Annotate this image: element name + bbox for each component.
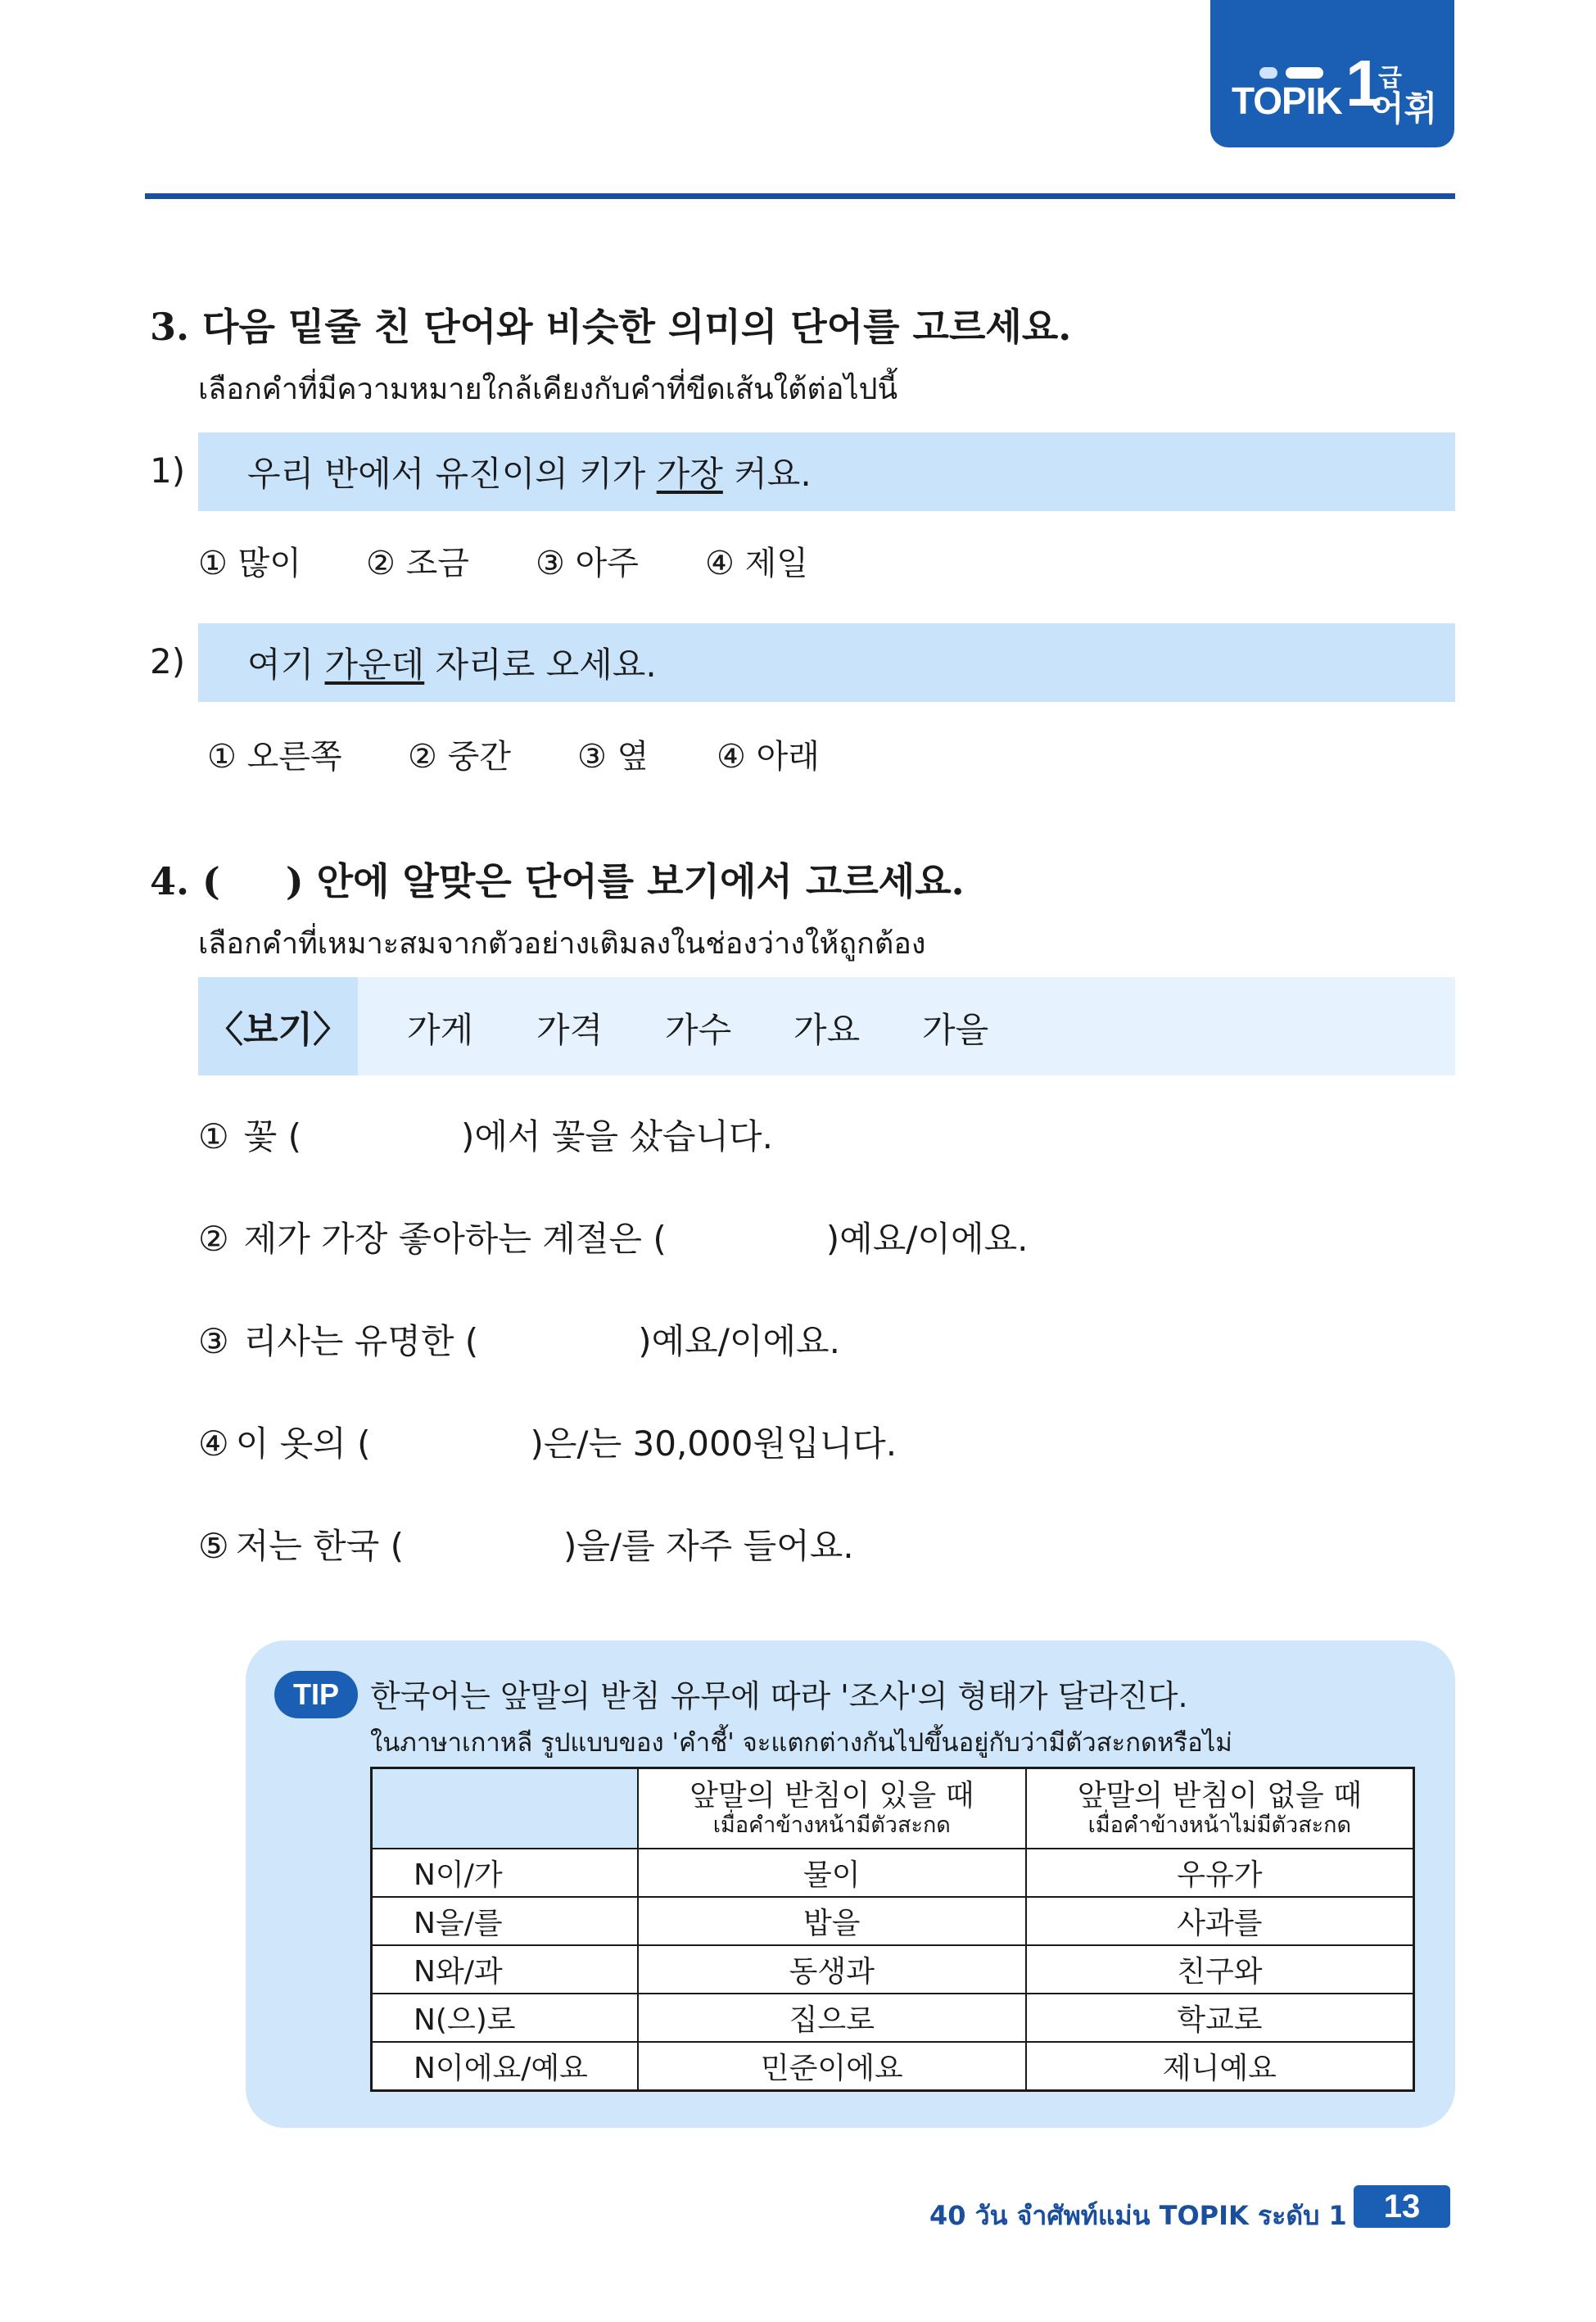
section-3-title: 3. 다음 밑줄 친 단어와 비슷한 의미의 단어를 고르세요. [150,305,1072,349]
section-4-subtitle: เลือกคำที่เหมาะสมจากตัวอย่างเติมลงในช่องว่างให้ถูกต้อง [198,927,926,961]
question-2-bar [198,623,1455,702]
bogi-word: 가격 [536,1010,604,1050]
badge-level: 1 [1345,47,1382,120]
option[interactable]: ① 오른쪽 [207,738,342,776]
particle-table [370,1767,1415,2092]
table-row [372,1994,1414,2042]
example-without-batchim: 친구와 [1026,1945,1414,1994]
example-without-batchim: 사과를 [1026,1897,1414,1945]
fill-item-5: ⑤ 저는 한국 ( )을/를 자주 들어요. [198,1526,854,1566]
question-1-text: 우리 반에서 유진이의 키가 가장 커요. [247,454,812,494]
option[interactable]: ① 많이 [198,545,301,582]
example-with-batchim: 민준이에요 [638,2042,1026,2091]
question-1-options [198,537,808,584]
badge-decoration [1259,67,1277,79]
underlined-word: 가장 [656,454,723,494]
question-2-number: 2) [150,641,186,681]
example-without-batchim: 학교로 [1026,1994,1414,2042]
example-without-batchim: 우유가 [1026,1849,1414,1897]
example-with-batchim: 물이 [638,1849,1026,1897]
fill-item-1: ① 꽃 ( )에서 꽃을 샀습니다. [198,1116,773,1156]
badge-brand: TOPIK [1232,79,1342,122]
example-with-batchim: 동생과 [638,1945,1026,1994]
badge-geup: 급 [1378,64,1402,93]
page-number: 13 [1354,2185,1450,2228]
topik-level-badge [1210,0,1454,147]
badge-decoration [1286,67,1323,79]
fill-item-4: ④ 이 옷의 ( )은/는 30,000원입니다. [198,1424,897,1464]
badge-subtitle: 어휘 [1371,88,1438,129]
tip-subtitle: ในภาษาเกาหลี รูปแบบของ 'คำชี้' จะแตกต่างกันไปขึ้นอยู่กับว่ามีตัวสะกดหรือไม่ [370,1728,1232,1758]
table-row [372,1945,1414,1994]
question-1-bar [198,432,1455,511]
fill-item-3: ③ 리사는 유명한 ( )예요/이에요. [198,1321,840,1361]
section-3-subtitle: เลือกคำที่มีความหมายใกล้เคียงกับคำที่ขีดเส้นใต้ต่อไปนี้ [198,373,898,406]
particle-label: N(으)로 [372,1994,638,2042]
particle-label: N이에요/예요 [372,2042,638,2091]
question-2-options [207,731,820,777]
question-1-number: 1) [150,450,186,491]
table-row [372,1897,1414,1945]
example-with-batchim: 밥을 [638,1897,1026,1945]
example-without-batchim: 제니예요 [1026,2042,1414,2091]
footer-book-title: 40 วัน จำศัพท์แม่น TOPIK ระดับ 1 [929,2200,1347,2231]
fill-item-2: ② 제가 가장 좋아하는 계절은 ( )예요/이에요. [198,1219,1029,1259]
bogi-word: 가을 [922,1010,989,1050]
example-with-batchim: 집으로 [638,1994,1026,2042]
table-header-row [372,1768,1414,1849]
table-corner-cell [372,1768,638,1849]
bogi-word: 가요 [793,1010,861,1050]
option[interactable]: ③ 옆 [577,738,649,776]
bogi-word: 가게 [407,1010,474,1050]
option[interactable]: ④ 아래 [717,738,820,776]
underlined-word: 가운데 [324,645,425,685]
table-row [372,1849,1414,1897]
header-rule [145,193,1455,199]
question-2-text: 여기 가운데 자리로 오세요. [247,645,657,685]
bogi-box [198,977,1455,1075]
section-4-title: 4. ( ) 안에 알맞은 단어를 보기에서 고르세요. [150,859,965,903]
option[interactable]: ③ 아주 [536,545,639,582]
particle-label: N을/를 [372,1897,638,1945]
option[interactable]: ② 조금 [366,545,469,582]
particle-label: N와/과 [372,1945,638,1994]
tip-title: 한국어는 앞말의 받침 유무에 따라 '조사'의 형태가 달라진다. [370,1678,1188,1714]
particle-label: N이/가 [372,1849,638,1897]
table-header-with-batchim: 앞말의 받침이 있을 때 เมื่อคำข้างหน้ามีตัวสะกด [638,1768,1026,1849]
tip-badge: TIP [274,1671,358,1718]
table-header-without-batchim: 앞말의 받침이 없을 때 เมื่อคำข้างหน้าไม่มีตัวสะกด [1026,1768,1414,1849]
option[interactable]: ② 중간 [408,738,511,776]
option[interactable]: ④ 제일 [705,545,808,582]
bogi-label: 〈보기〉 [198,977,358,1075]
bogi-word: 가수 [665,1010,732,1050]
table-row [372,2042,1414,2091]
